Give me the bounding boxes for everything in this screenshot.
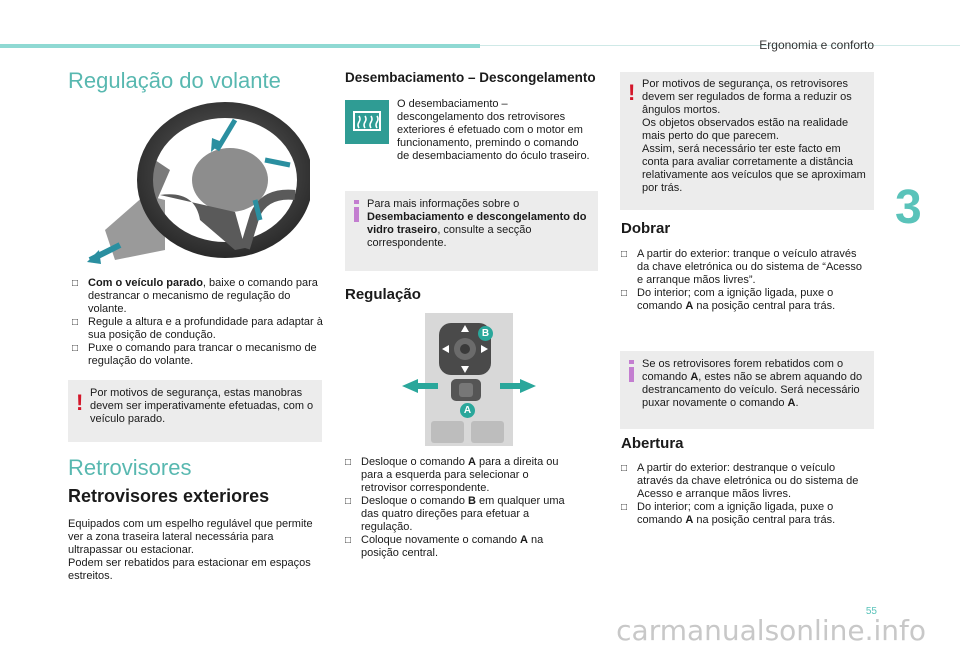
exclamation-icon: ! <box>76 390 84 415</box>
steering-title: Regulação do volante <box>68 68 281 93</box>
list-item: □ A partir do exterior: destranque o veículo através da chave eletrónica ou do sistema de Acesso e arranque mãos livres. <box>621 462 859 500</box>
fold-info-text: Se os retrovisores forem rebatidos com o comando A, estes não se abrem aquando do destrancamento do veículo. Será necessário puxar novamente o comando A. <box>642 358 863 409</box>
regulation-steps <box>345 456 577 560</box>
defrost-text: O desembaciamento – descongelamento dos retrovisores exteriores é efetuado com o motor em funcionamento, premindo o comando de desembaciamento do óculo traseiro. <box>397 98 590 162</box>
list-item: □ A partir do exterior: tranque o veículo através da chave eletrónica ou do sistema de “Acesso e arranque mãos livres”. <box>621 248 863 286</box>
bullet-square-icon: □ <box>345 496 352 507</box>
steering-warning-text: Por motivos de segurança, estas manobras devem ser imperativamente efetuadas, com o veículo parado. <box>90 387 314 425</box>
open-steps <box>621 462 871 527</box>
info-icon <box>629 367 634 382</box>
fold-title: Dobrar <box>621 220 671 237</box>
steering-wheel-illustration <box>85 100 310 265</box>
chapter-number: 3 <box>895 181 922 234</box>
list-item: □ Do interior; com a ignição ligada, puxe o comando A na posição central para trás. <box>621 287 836 312</box>
defrost-info-text: Para mais informações sobre o Desembaciamento e descongelamento do vidro traseiro, consulte a secção correspondente. <box>367 198 587 249</box>
bullet-square-icon: □ <box>345 457 352 468</box>
steering-steps <box>72 277 324 368</box>
header-title: Ergonomia e conforto <box>759 38 874 52</box>
list-item: □ Do interior; com a ignição ligada, puxe o comando A na posição central para trás. <box>621 501 836 526</box>
bullet-square-icon: □ <box>621 502 628 513</box>
list-item: □ Puxe o comando para trancar o mecanismo de regulação do volante. <box>72 342 317 367</box>
list-item: □ Regule a altura e a profundidade para adaptar à sua posição de condução. <box>72 316 323 341</box>
fold-steps <box>621 248 871 313</box>
exterior-mirrors-title: Retrovisores exteriores <box>68 486 270 506</box>
watermark: carmanualsonline.info <box>616 614 926 647</box>
bullet-square-icon: □ <box>72 278 79 289</box>
list-item: □ Com o veículo parado, baixe o comando para destrancar o mecanismo de regulação do volante. <box>72 277 318 315</box>
exterior-mirrors-intro: Equipados com um espelho regulável que permite ver a zona traseira lateral necessária para ultrapassar ou estacionar. Podem ser rebatidos para estacionar em espaços estreitos. <box>68 518 313 582</box>
list-item: □ Desloque o comando B em qualquer uma das quatro direções para efetuar a regulação. <box>345 495 565 533</box>
bullet-square-icon: □ <box>621 288 628 299</box>
defrost-info-box <box>345 191 598 271</box>
mirrors-warning-text: Por motivos de segurança, os retrovisores devem ser regulados de forma a reduzir os ângulos mortos. Os objetos observados estão na realidade mais perto do que parecem. Assim, será necessário ter este facto em conta para avaliar corretamente a distância relativamente aos veículos que se aproximam por trás. <box>642 78 866 194</box>
steering-warning-box <box>68 380 322 442</box>
selector-arrows <box>402 379 536 393</box>
label-b: B <box>478 326 493 341</box>
header-accent-bar <box>0 44 480 48</box>
bullet-square-icon: □ <box>72 343 79 354</box>
list-item: □ Coloque novamente o comando A na posição central. <box>345 534 544 559</box>
bullet-square-icon: □ <box>72 317 79 328</box>
mirrors-title: Retrovisores <box>68 455 192 480</box>
regulation-title: Regulação <box>345 286 421 303</box>
header-rule <box>480 45 960 46</box>
rear-defrost-icon <box>345 100 389 144</box>
mirrors-warning-box <box>620 72 874 210</box>
bullet-square-icon: □ <box>345 535 352 546</box>
fold-info-box <box>620 351 874 429</box>
exclamation-icon: ! <box>628 80 636 105</box>
open-title: Abertura <box>621 435 684 452</box>
bullet-square-icon: □ <box>621 249 628 260</box>
page-number: 55 <box>865 606 877 617</box>
bullet-square-icon: □ <box>621 463 628 474</box>
list-item: □ Desloque o comando A para a direita ou para a esquerda para selecionar o retrovisor correspondente. <box>345 456 559 494</box>
label-a: A <box>460 403 475 418</box>
defrost-title: Desembaciamento – Descongelamento <box>345 70 596 85</box>
info-icon <box>354 207 359 222</box>
